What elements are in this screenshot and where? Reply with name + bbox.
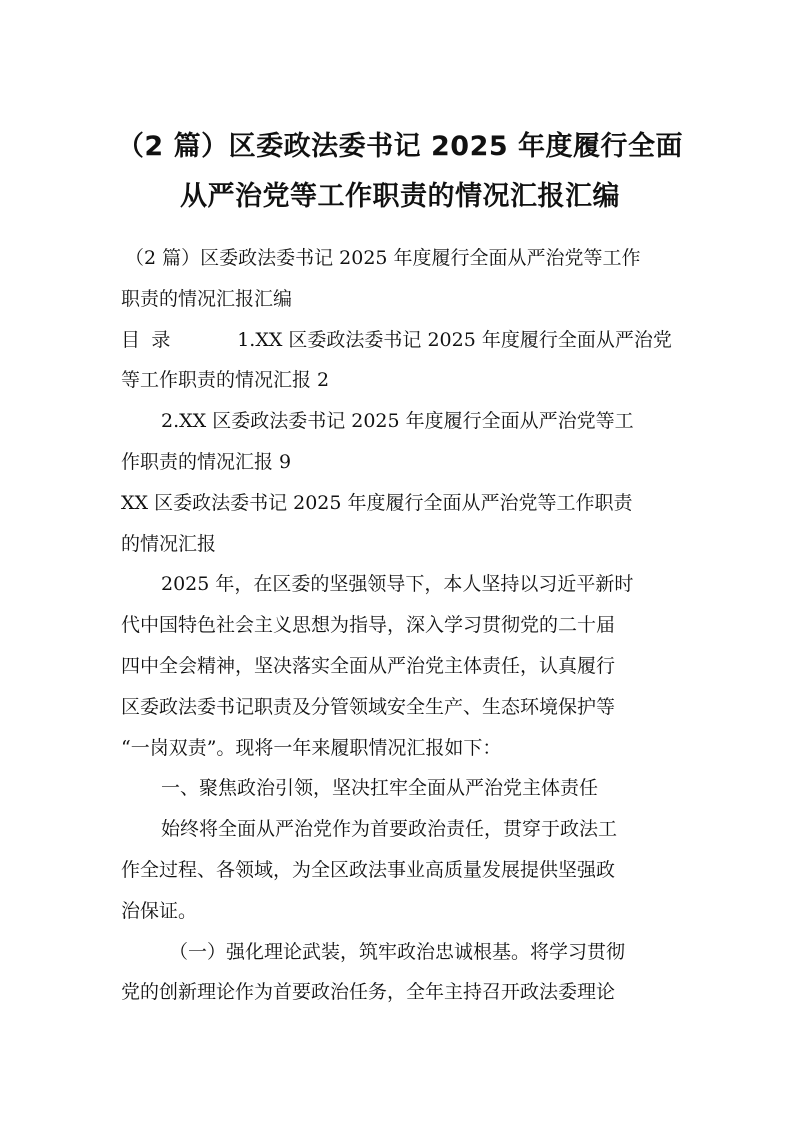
section-heading-1: 一、聚焦政治引领，坚决扛牢全面从严治党主体责任: [161, 777, 599, 800]
document-body: [121, 238, 681, 1013]
article-heading: XX 区委政法委书记 2025 年度履行全面从严治党等工作职责 的情况汇报: [121, 491, 633, 555]
toc-item-1-line-1: 目录 1.XX 区委政法委书记 2025 年度履行全面从严治党: [121, 328, 672, 351]
toc-item-2-line-1: 2.XX 区委政法委书记 2025 年度履行全面从严治党等工: [161, 410, 634, 433]
toc-item-1-line-2: 等工作职责的情况汇报 2: [121, 369, 330, 392]
document-title: [110, 122, 690, 222]
toc-label: 目录: [121, 328, 182, 351]
intro-paragraph: （2 篇）区委政法委书记 2025 年度履行全面从严治党等工作 职责的情况汇报汇编: [121, 247, 641, 310]
paragraph-section-1: 始终将全面从严治党作为首要政治责任，贯穿于政法工 作全过程、各领域，为全区政法事业高质量发展提供坚强政 治保证。: [121, 818, 618, 922]
paragraph-subsection-1: （一）强化理论武装，筑牢政治忠诚根基。将学习贯彻 党的创新理论作为首要政治任务，全年主持召开政法委理论: [121, 940, 626, 1004]
toc-item-2-line-2: 作职责的情况汇报 9: [121, 450, 292, 473]
title-line-2: 从严治党等工作职责的情况汇报汇编: [180, 181, 620, 212]
title-line-1: （2 篇）区委政法委书记 2025 年度履行全面: [116, 131, 684, 162]
paragraph-intro: 2025 年，在区委的坚强领导下，本人坚持以习近平新时 代中国特色社会主义思想为指导，深入学习贯彻党的二十届 四中全会精神，坚决落实全面从严治党主体责任，认真履行 区委政法委书记职责及分管领域安全生产、生态环境保护等 “一岗双责”。现将一年来履职情况汇报如下：: [121, 573, 634, 759]
table-of-contents: [121, 320, 681, 483]
